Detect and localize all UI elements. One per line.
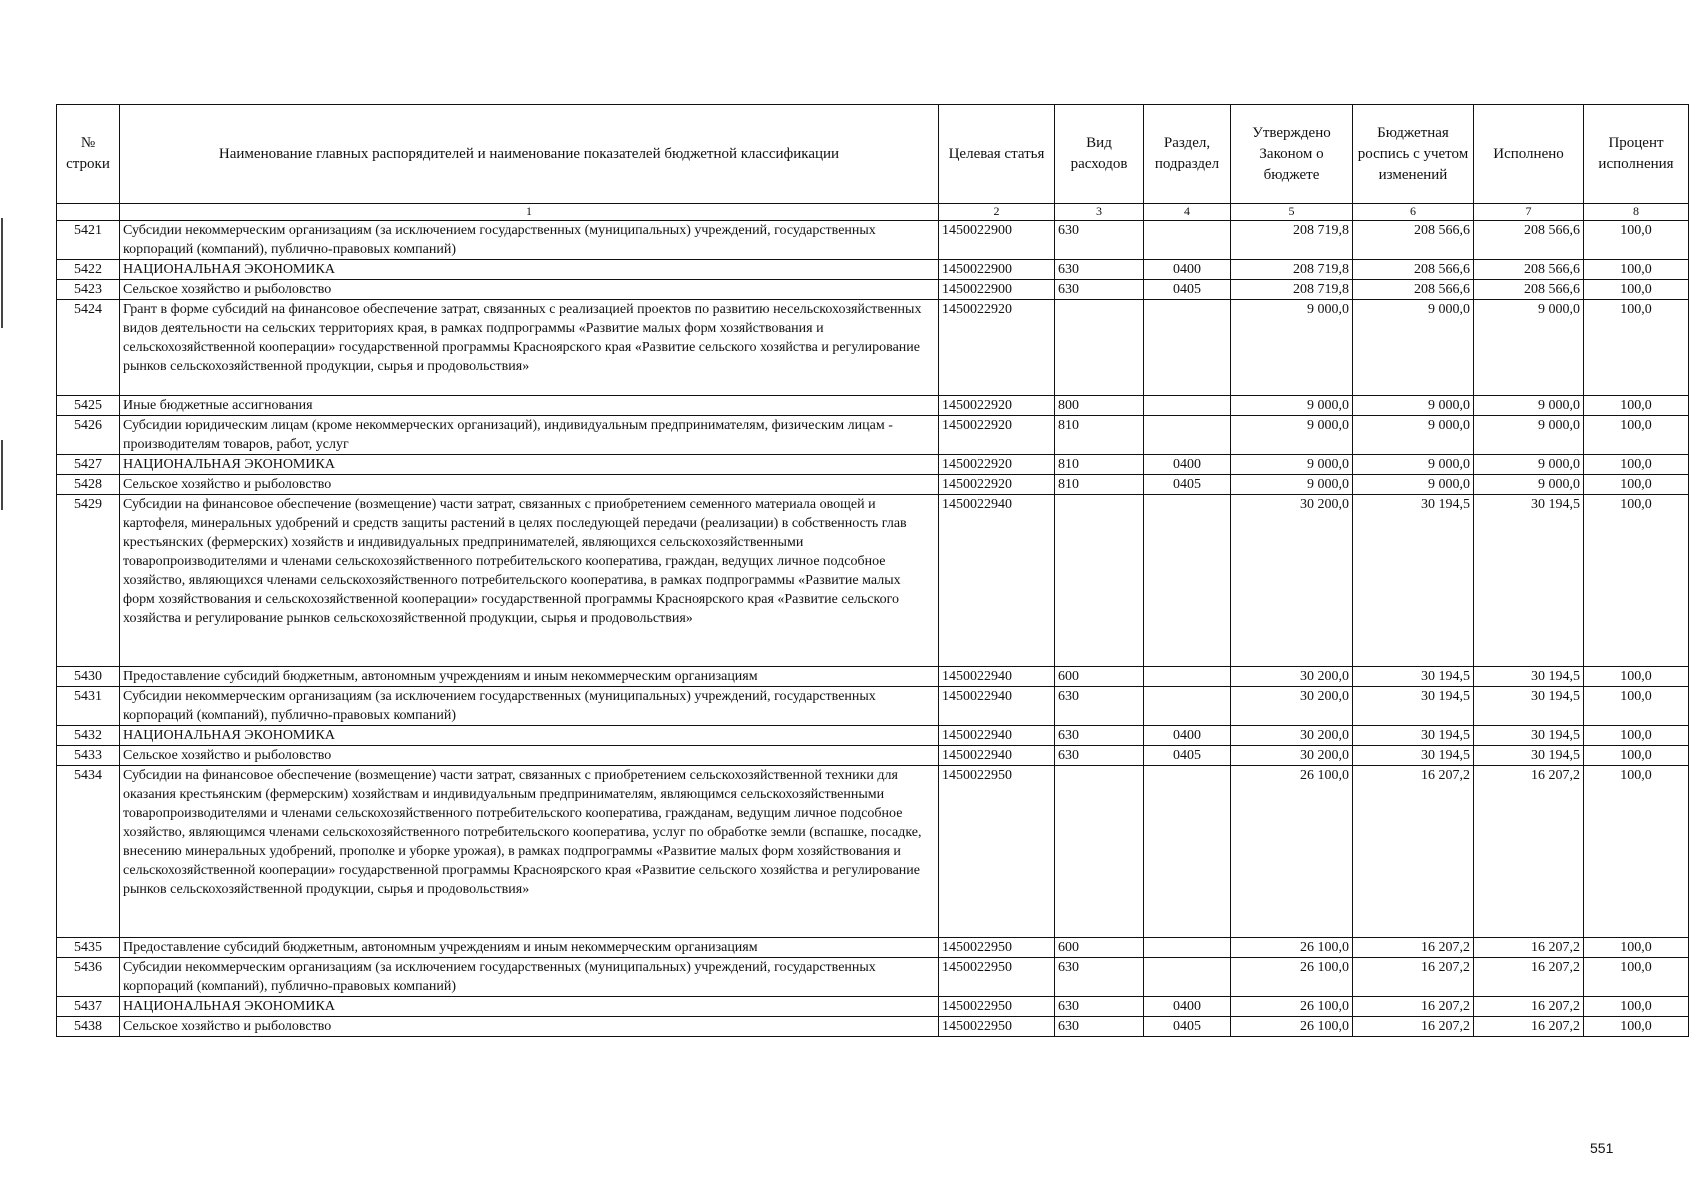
row-name-cell: НАЦИОНАЛЬНАЯ ЭКОНОМИКА [120, 260, 939, 280]
section-cell [1144, 687, 1231, 726]
percent-cell: 100,0 [1584, 687, 1689, 726]
row-number-cell: 5422 [57, 260, 120, 280]
section-cell [1144, 396, 1231, 416]
expense-type-cell: 810 [1055, 455, 1144, 475]
row-number-cell: 5432 [57, 726, 120, 746]
column-number: 5 [1231, 204, 1353, 221]
percent-cell: 100,0 [1584, 280, 1689, 300]
header-target: Целевая статья [939, 105, 1055, 204]
section-cell: 0400 [1144, 726, 1231, 746]
table-row [57, 746, 1689, 766]
column-number: 1 [120, 204, 939, 221]
approved-amount-cell: 26 100,0 [1231, 766, 1353, 938]
table-row [57, 938, 1689, 958]
budget-amount-cell: 16 207,2 [1353, 766, 1474, 938]
header-row-no: № строки [57, 105, 120, 204]
executed-amount-cell: 208 566,6 [1474, 260, 1584, 280]
executed-amount-cell: 30 194,5 [1474, 746, 1584, 766]
executed-amount-cell: 9 000,0 [1474, 455, 1584, 475]
expense-type-cell: 630 [1055, 1017, 1144, 1037]
column-number: 6 [1353, 204, 1474, 221]
row-number-cell: 5435 [57, 938, 120, 958]
table-row [57, 1017, 1689, 1037]
percent-cell: 100,0 [1584, 746, 1689, 766]
section-cell [1144, 416, 1231, 455]
header-percent: Процент исполнения [1584, 105, 1689, 204]
executed-amount-cell: 16 207,2 [1474, 938, 1584, 958]
percent-cell: 100,0 [1584, 958, 1689, 997]
table-body [57, 221, 1689, 1037]
percent-cell: 100,0 [1584, 221, 1689, 260]
expense-type-cell: 600 [1055, 667, 1144, 687]
executed-amount-cell: 9 000,0 [1474, 396, 1584, 416]
approved-amount-cell: 9 000,0 [1231, 396, 1353, 416]
percent-cell: 100,0 [1584, 997, 1689, 1017]
row-name-cell: Иные бюджетные ассигнования [120, 396, 939, 416]
table-row [57, 958, 1689, 997]
expense-type-cell: 600 [1055, 938, 1144, 958]
approved-amount-cell: 30 200,0 [1231, 667, 1353, 687]
approved-amount-cell: 9 000,0 [1231, 416, 1353, 455]
percent-cell: 100,0 [1584, 766, 1689, 938]
row-name-cell: Сельское хозяйство и рыболовство [120, 280, 939, 300]
expense-type-cell: 630 [1055, 221, 1144, 260]
section-cell: 0405 [1144, 280, 1231, 300]
row-number-cell: 5438 [57, 1017, 120, 1037]
target-article-cell: 1450022940 [939, 495, 1055, 667]
section-cell: 0400 [1144, 997, 1231, 1017]
table-row [57, 726, 1689, 746]
row-number-cell: 5426 [57, 416, 120, 455]
page-number: 551 [1590, 1140, 1614, 1156]
executed-amount-cell: 16 207,2 [1474, 1017, 1584, 1037]
row-name-cell: НАЦИОНАЛЬНАЯ ЭКОНОМИКА [120, 455, 939, 475]
table-row [57, 260, 1689, 280]
row-number-cell: 5429 [57, 495, 120, 667]
budget-amount-cell: 208 566,6 [1353, 260, 1474, 280]
table-row [57, 300, 1689, 396]
percent-cell: 100,0 [1584, 260, 1689, 280]
budget-table [56, 104, 1689, 1037]
budget-amount-cell: 16 207,2 [1353, 938, 1474, 958]
row-number-cell: 5427 [57, 455, 120, 475]
approved-amount-cell: 26 100,0 [1231, 938, 1353, 958]
column-number: 8 [1584, 204, 1689, 221]
section-cell [1144, 938, 1231, 958]
table-row [57, 221, 1689, 260]
percent-cell: 100,0 [1584, 455, 1689, 475]
row-number-cell: 5431 [57, 687, 120, 726]
executed-amount-cell: 9 000,0 [1474, 416, 1584, 455]
target-article-cell: 1450022940 [939, 687, 1055, 726]
table-row [57, 416, 1689, 455]
approved-amount-cell: 26 100,0 [1231, 1017, 1353, 1037]
budget-amount-cell: 9 000,0 [1353, 455, 1474, 475]
scan-margin-mark [1, 218, 3, 328]
section-cell: 0400 [1144, 455, 1231, 475]
expense-type-cell: 810 [1055, 475, 1144, 495]
percent-cell: 100,0 [1584, 416, 1689, 455]
expense-type-cell [1055, 300, 1144, 396]
section-cell [1144, 667, 1231, 687]
target-article-cell: 1450022900 [939, 280, 1055, 300]
table-row [57, 280, 1689, 300]
executed-amount-cell: 30 194,5 [1474, 667, 1584, 687]
table-row [57, 997, 1689, 1017]
executed-amount-cell: 16 207,2 [1474, 958, 1584, 997]
row-number-cell: 5425 [57, 396, 120, 416]
executed-amount-cell: 9 000,0 [1474, 475, 1584, 495]
header-name: Наименование главных распорядителей и наименование показателей бюджетной классификации [120, 105, 939, 204]
row-number-cell: 5424 [57, 300, 120, 396]
executed-amount-cell: 30 194,5 [1474, 687, 1584, 726]
row-name-cell: НАЦИОНАЛЬНАЯ ЭКОНОМИКА [120, 726, 939, 746]
header-executed: Исполнено [1474, 105, 1584, 204]
target-article-cell: 1450022920 [939, 396, 1055, 416]
approved-amount-cell: 208 719,8 [1231, 280, 1353, 300]
percent-cell: 100,0 [1584, 726, 1689, 746]
row-name-cell: Субсидии на финансовое обеспечение (возмещение) части затрат, связанных с приобретением сельскохозяйственной техники для оказания крестьянским (фермерским) хозяйствам и индивидуальным предпринимателям, являющимся сельскохозяйственными товаропроизводителями и членами сельскохозяйственного потребительского кооператива, гражданам, ведущим личное подсобное хозяйство, являющимся членами сельскохозяйственного потребительского кооператива, услуг по обработке земли (вспашке, посадке, внесению минеральных удобрений, прополке и уборке урожая), в рамках подпрограммы «Развитие малых форм хозяйствования и сельскохозяйственной кооперации» государственной программы Красноярского края «Развитие сельского хозяйства и регулирование рынков сельскохозяйственной продукции, сырья и продовольствия» [120, 766, 939, 938]
percent-cell: 100,0 [1584, 1017, 1689, 1037]
target-article-cell: 1450022920 [939, 475, 1055, 495]
row-number-cell: 5423 [57, 280, 120, 300]
column-number: 3 [1055, 204, 1144, 221]
header-section: Раздел, подраздел [1144, 105, 1231, 204]
budget-amount-cell: 30 194,5 [1353, 726, 1474, 746]
budget-amount-cell: 9 000,0 [1353, 416, 1474, 455]
header-type: Вид расходов [1055, 105, 1144, 204]
executed-amount-cell: 208 566,6 [1474, 221, 1584, 260]
expense-type-cell: 630 [1055, 687, 1144, 726]
budget-amount-cell: 30 194,5 [1353, 667, 1474, 687]
column-number: 4 [1144, 204, 1231, 221]
column-number: 2 [939, 204, 1055, 221]
executed-amount-cell: 30 194,5 [1474, 495, 1584, 667]
target-article-cell: 1450022950 [939, 1017, 1055, 1037]
budget-amount-cell: 9 000,0 [1353, 396, 1474, 416]
executed-amount-cell: 16 207,2 [1474, 766, 1584, 938]
expense-type-cell: 800 [1055, 396, 1144, 416]
header-approved: Утверждено Законом о бюджете [1231, 105, 1353, 204]
executed-amount-cell: 9 000,0 [1474, 300, 1584, 396]
expense-type-cell: 630 [1055, 260, 1144, 280]
approved-amount-cell: 30 200,0 [1231, 726, 1353, 746]
section-cell [1144, 958, 1231, 997]
budget-amount-cell: 30 194,5 [1353, 687, 1474, 726]
expense-type-cell [1055, 766, 1144, 938]
expense-type-cell [1055, 495, 1144, 667]
row-number-cell: 5428 [57, 475, 120, 495]
target-article-cell: 1450022950 [939, 997, 1055, 1017]
row-name-cell: Сельское хозяйство и рыболовство [120, 746, 939, 766]
row-name-cell: Субсидии некоммерческим организациям (за исключением государственных (муниципальных) учреждений, государственных корпораций (компаний), публично-правовых компаний) [120, 687, 939, 726]
target-article-cell: 1450022900 [939, 260, 1055, 280]
percent-cell: 100,0 [1584, 396, 1689, 416]
section-cell: 0405 [1144, 475, 1231, 495]
percent-cell: 100,0 [1584, 475, 1689, 495]
row-name-cell: Предоставление субсидий бюджетным, автономным учреждениям и иным некоммерческим организациям [120, 938, 939, 958]
budget-amount-cell: 208 566,6 [1353, 280, 1474, 300]
row-number-cell: 5433 [57, 746, 120, 766]
section-cell [1144, 300, 1231, 396]
table-row [57, 495, 1689, 667]
approved-amount-cell: 9 000,0 [1231, 300, 1353, 396]
table-row [57, 667, 1689, 687]
row-name-cell: Субсидии на финансовое обеспечение (возмещение) части затрат, связанных с приобретением семенного материала овощей и картофеля, минеральных удобрений и средств защиты растений в целях последующей передачи (реализации) в собственность глав крестьянских (фермерских) хозяйств и индивидуальных предпринимателей, являющихся сельскохозяйственными товаропроизводителями и членами сельскохозяйственного потребительского кооператива, граждан, ведущих личное подсобное хозяйство, являющихся членами сельскохозяйственного потребительского кооператива, в рамках подпрограммы «Развитие малых форм хозяйствования и сельскохозяйственной кооперации» государственной программы Красноярского края «Развитие сельского хозяйства и регулирование рынков сельскохозяйственной продукции, сырья и продовольствия» [120, 495, 939, 667]
target-article-cell: 1450022900 [939, 221, 1055, 260]
column-number: 7 [1474, 204, 1584, 221]
row-name-cell: Предоставление субсидий бюджетным, автономным учреждениям и иным некоммерческим организациям [120, 667, 939, 687]
section-cell: 0400 [1144, 260, 1231, 280]
header-row [57, 105, 1689, 204]
row-name-cell: Сельское хозяйство и рыболовство [120, 475, 939, 495]
row-number-cell: 5437 [57, 997, 120, 1017]
row-number-cell: 5434 [57, 766, 120, 938]
percent-cell: 100,0 [1584, 667, 1689, 687]
section-cell [1144, 495, 1231, 667]
row-number-cell: 5421 [57, 221, 120, 260]
target-article-cell: 1450022950 [939, 938, 1055, 958]
table-row [57, 475, 1689, 495]
approved-amount-cell: 26 100,0 [1231, 958, 1353, 997]
row-name-cell: Грант в форме субсидий на финансовое обеспечение затрат, связанных с реализацией проектов по развитию несельскохозяйственных видов деятельности на сельских территориях края, в рамках подпрограммы «Развитие малых форм хозяйствования и сельскохозяйственной кооперации» государственной программы Красноярского края «Развитие сельского хозяйства и регулирование рынков сельскохозяйственной продукции, сырья и продовольствия» [120, 300, 939, 396]
target-article-cell: 1450022920 [939, 455, 1055, 475]
table-row [57, 687, 1689, 726]
table-row [57, 766, 1689, 938]
executed-amount-cell: 16 207,2 [1474, 997, 1584, 1017]
budget-amount-cell: 9 000,0 [1353, 475, 1474, 495]
header-budget: Бюджетная роспись с учетом изменений [1353, 105, 1474, 204]
expense-type-cell: 810 [1055, 416, 1144, 455]
column-number [57, 204, 120, 221]
table-row [57, 396, 1689, 416]
executed-amount-cell: 208 566,6 [1474, 280, 1584, 300]
row-name-cell: НАЦИОНАЛЬНАЯ ЭКОНОМИКА [120, 997, 939, 1017]
target-article-cell: 1450022940 [939, 726, 1055, 746]
executed-amount-cell: 30 194,5 [1474, 726, 1584, 746]
section-cell [1144, 766, 1231, 938]
scan-margin-mark [1, 440, 3, 510]
percent-cell: 100,0 [1584, 938, 1689, 958]
expense-type-cell: 630 [1055, 280, 1144, 300]
approved-amount-cell: 26 100,0 [1231, 997, 1353, 1017]
table-row [57, 455, 1689, 475]
percent-cell: 100,0 [1584, 495, 1689, 667]
budget-amount-cell: 16 207,2 [1353, 997, 1474, 1017]
approved-amount-cell: 208 719,8 [1231, 260, 1353, 280]
approved-amount-cell: 9 000,0 [1231, 455, 1353, 475]
target-article-cell: 1450022940 [939, 746, 1055, 766]
percent-cell: 100,0 [1584, 300, 1689, 396]
expense-type-cell: 630 [1055, 746, 1144, 766]
section-cell: 0405 [1144, 746, 1231, 766]
row-name-cell: Субсидии некоммерческим организациям (за исключением государственных (муниципальных) учреждений, государственных корпораций (компаний), публично-правовых компаний) [120, 221, 939, 260]
row-name-cell: Сельское хозяйство и рыболовство [120, 1017, 939, 1037]
approved-amount-cell: 30 200,0 [1231, 687, 1353, 726]
target-article-cell: 1450022920 [939, 300, 1055, 396]
approved-amount-cell: 30 200,0 [1231, 495, 1353, 667]
budget-amount-cell: 16 207,2 [1353, 1017, 1474, 1037]
target-article-cell: 1450022940 [939, 667, 1055, 687]
budget-amount-cell: 30 194,5 [1353, 746, 1474, 766]
budget-amount-cell: 30 194,5 [1353, 495, 1474, 667]
row-name-cell: Субсидии юридическим лицам (кроме некоммерческих организаций), индивидуальным предпринимателям, физическим лицам - производителям товаров, работ, услуг [120, 416, 939, 455]
expense-type-cell: 630 [1055, 997, 1144, 1017]
row-number-cell: 5430 [57, 667, 120, 687]
section-cell: 0405 [1144, 1017, 1231, 1037]
row-number-cell: 5436 [57, 958, 120, 997]
table-header [57, 105, 1689, 221]
budget-amount-cell: 208 566,6 [1353, 221, 1474, 260]
budget-amount-cell: 9 000,0 [1353, 300, 1474, 396]
budget-amount-cell: 16 207,2 [1353, 958, 1474, 997]
approved-amount-cell: 9 000,0 [1231, 475, 1353, 495]
target-article-cell: 1450022920 [939, 416, 1055, 455]
expense-type-cell: 630 [1055, 958, 1144, 997]
approved-amount-cell: 208 719,8 [1231, 221, 1353, 260]
column-number-row [57, 204, 1689, 221]
target-article-cell: 1450022950 [939, 958, 1055, 997]
row-name-cell: Субсидии некоммерческим организациям (за исключением государственных (муниципальных) учреждений, государственных корпораций (компаний), публично-правовых компаний) [120, 958, 939, 997]
section-cell [1144, 221, 1231, 260]
target-article-cell: 1450022950 [939, 766, 1055, 938]
expense-type-cell: 630 [1055, 726, 1144, 746]
approved-amount-cell: 30 200,0 [1231, 746, 1353, 766]
